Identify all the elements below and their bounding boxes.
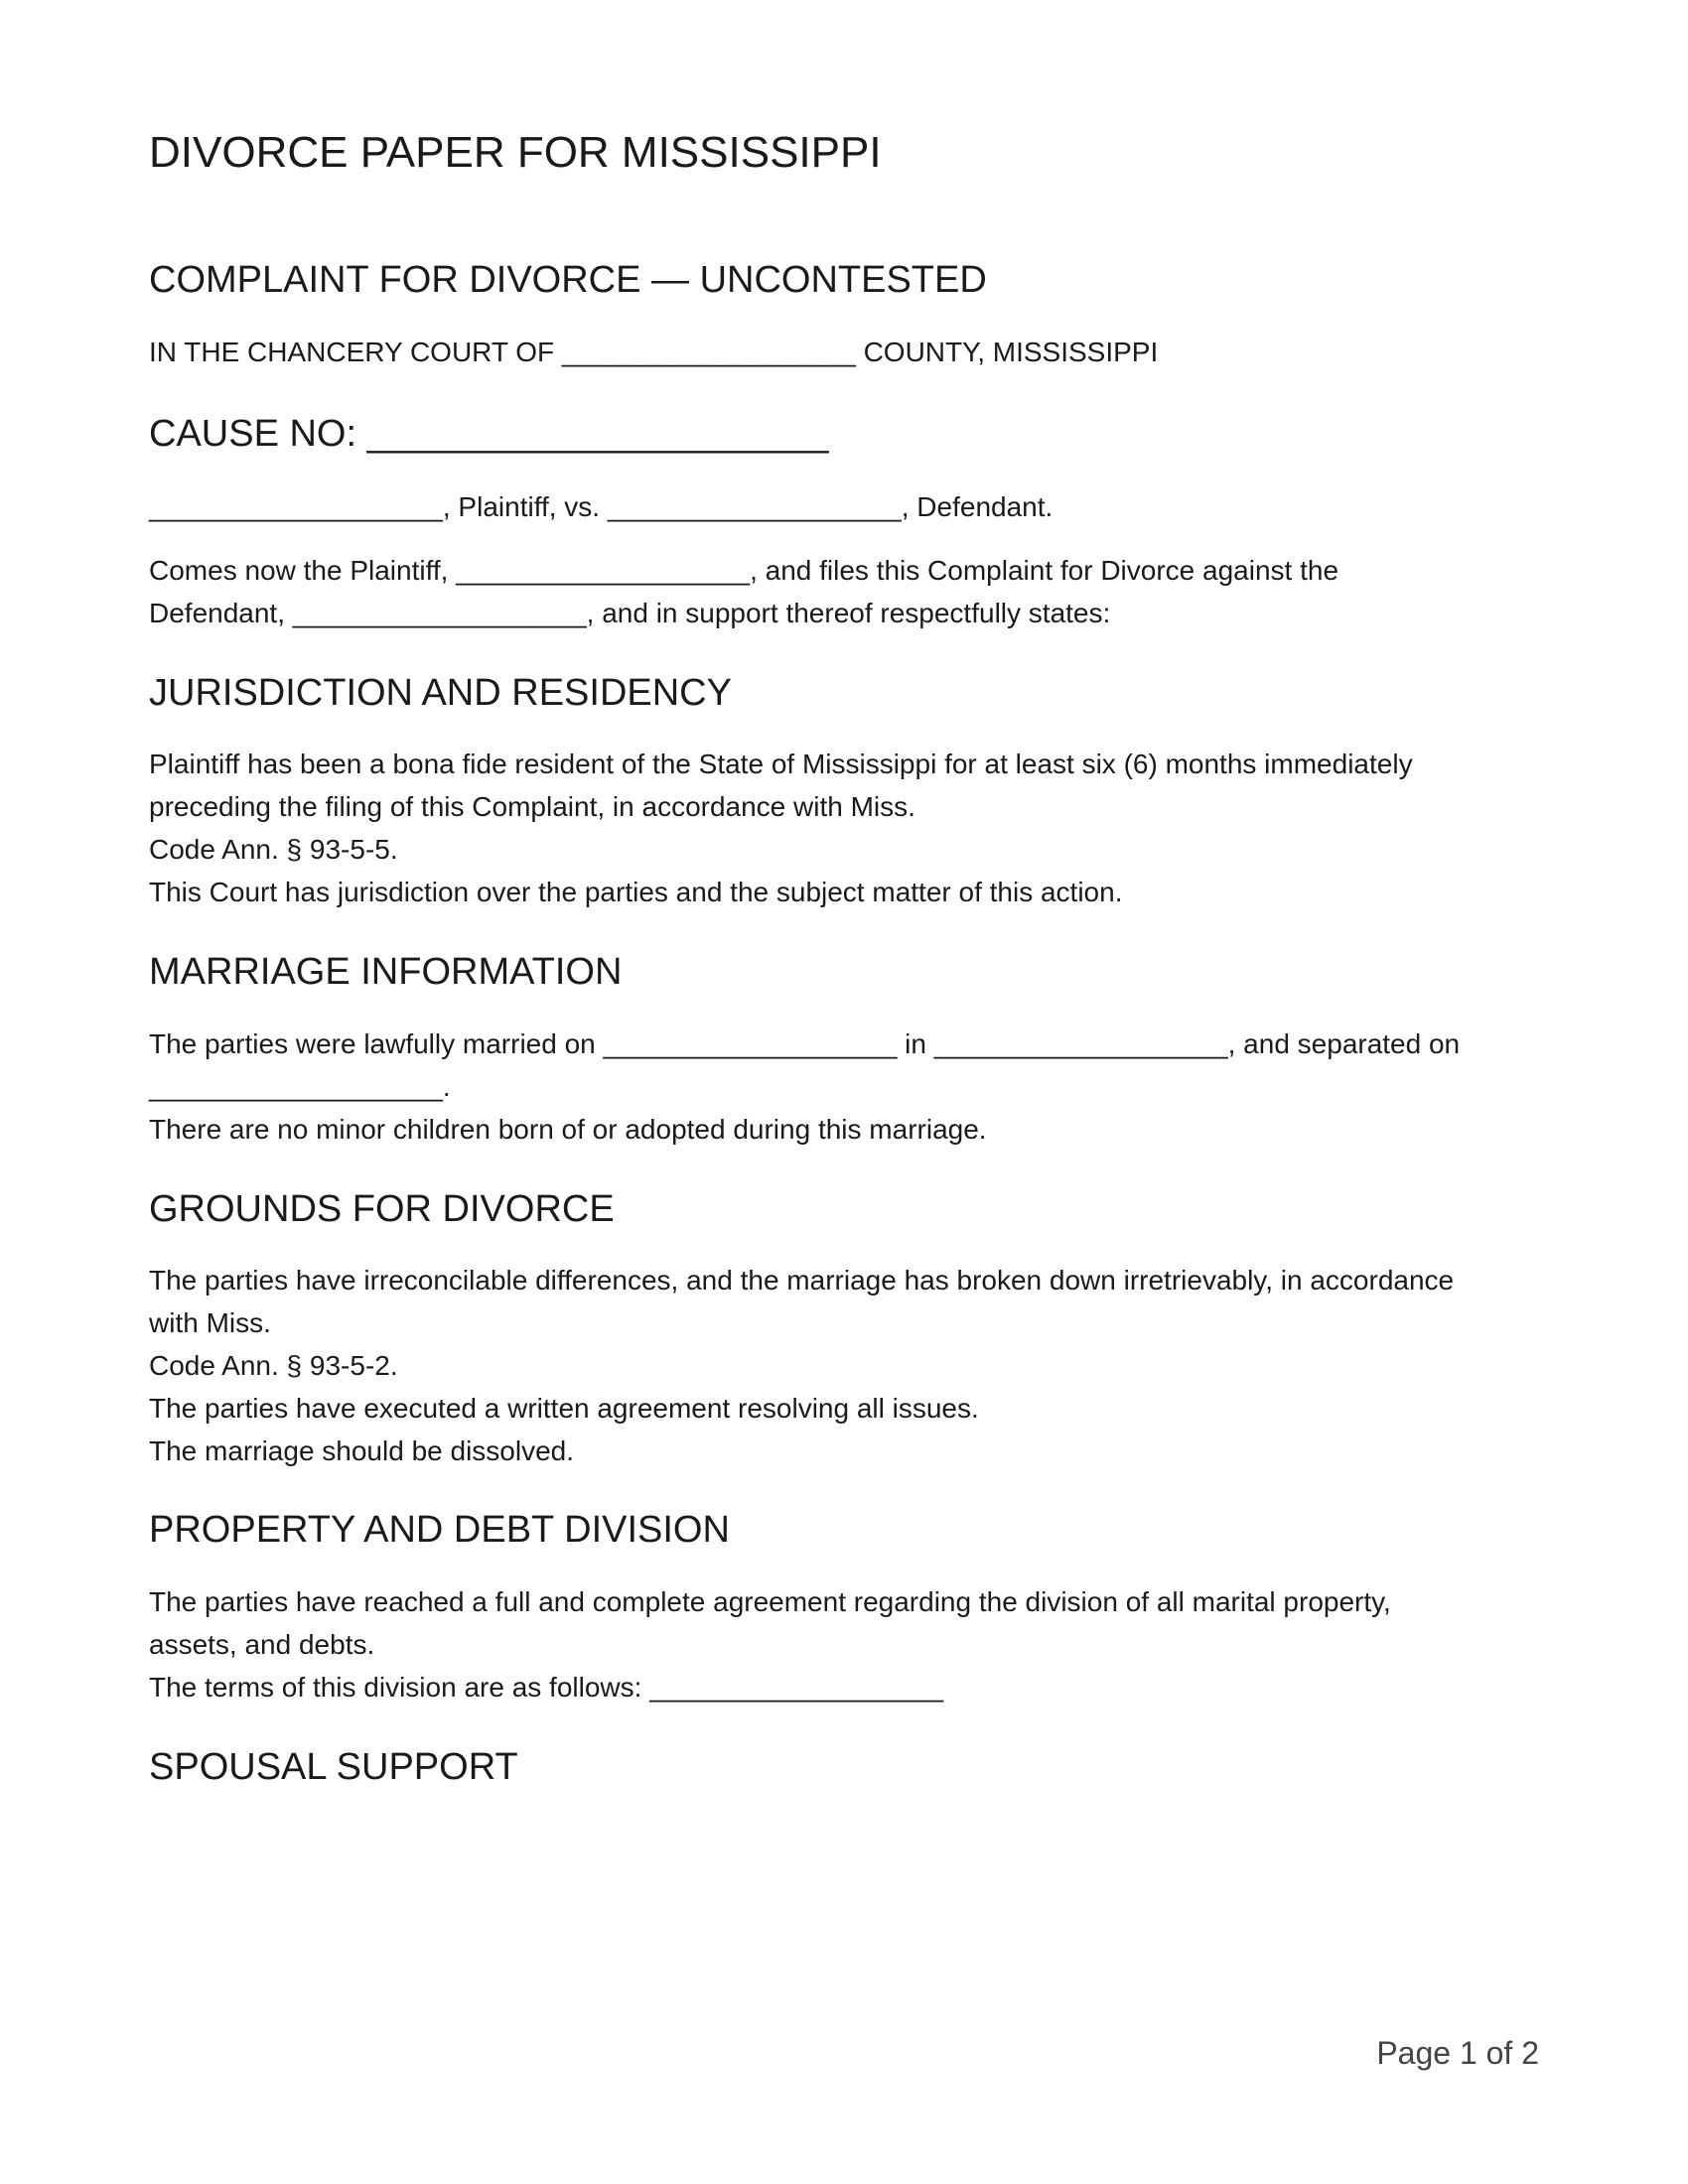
paragraph-line: The parties have reached a full and complete agreement regarding the division of all marital property, bbox=[149, 1586, 1391, 1617]
grounds-paragraph bbox=[149, 1259, 1539, 1472]
paragraph-line: The parties have irreconcilable differences, and the marriage has broken down irretrievably, in accordance bbox=[149, 1265, 1455, 1296]
property-heading: PROPERTY AND DEBT DIVISION bbox=[149, 1509, 730, 1551]
paragraph-line: with Miss. bbox=[149, 1307, 271, 1338]
parties-line bbox=[149, 485, 1539, 528]
jurisdiction-paragraph bbox=[149, 743, 1539, 913]
property-paragraph bbox=[149, 1580, 1539, 1708]
paragraph-line: There are no minor children born of or adopted during this marriage. bbox=[149, 1114, 987, 1145]
paragraph-line: The marriage should be dissolved. bbox=[149, 1435, 575, 1466]
page-number: Page 1 of 2 bbox=[1376, 2035, 1539, 2071]
court-line-text: IN THE CHANCERY COURT OF ___________________ COUNTY, MISSISSIPPI bbox=[149, 337, 1159, 367]
paragraph-line: The parties were lawfully married on ___________________ in ___________________, and separated on bbox=[149, 1028, 1461, 1059]
paragraph-line: ___________________. bbox=[149, 1071, 451, 1102]
paragraph-line: Code Ann. § 93-5-2. bbox=[149, 1350, 398, 1381]
grounds-heading: GROUNDS FOR DIVORCE bbox=[149, 1188, 615, 1230]
paragraph-line: preceding the filing of this Complaint, in accordance with Miss. bbox=[149, 791, 915, 822]
parties-line-text: ___________________, Plaintiff, vs. ___________________, Defendant. bbox=[149, 491, 1054, 522]
intro-line: Defendant, ___________________, and in support thereof respectfully states: bbox=[149, 598, 1111, 628]
paragraph-line: This Court has jurisdiction over the parties and the subject matter of this action. bbox=[149, 877, 1123, 907]
marriage-heading: MARRIAGE INFORMATION bbox=[149, 951, 623, 993]
complaint-heading: COMPLAINT FOR DIVORCE — UNCONTESTED bbox=[149, 259, 987, 301]
intro-line: Comes now the Plaintiff, ___________________, and files this Complaint for Divorce against the bbox=[149, 555, 1339, 586]
paragraph-line: Code Ann. § 93-5-5. bbox=[149, 834, 398, 865]
cause-number: CAUSE NO: ______________________ bbox=[149, 413, 829, 455]
spousal-support-heading: SPOUSAL SUPPORT bbox=[149, 1746, 518, 1788]
paragraph-line: assets, and debts. bbox=[149, 1629, 375, 1660]
marriage-paragraph bbox=[149, 1023, 1539, 1151]
paragraph-line: Plaintiff has been a bona fide resident of the State of Mississippi for at least six (6) months immediately bbox=[149, 749, 1413, 779]
document-title: DIVORCE PAPER FOR MISSISSIPPI bbox=[149, 128, 882, 177]
paragraph-line: The parties have executed a written agreement resolving all issues. bbox=[149, 1393, 979, 1424]
jurisdiction-heading: JURISDICTION AND RESIDENCY bbox=[149, 672, 732, 714]
paragraph-line: The terms of this division are as follows: ___________________ bbox=[149, 1672, 944, 1703]
intro-paragraph bbox=[149, 549, 1539, 634]
court-line bbox=[149, 331, 1539, 373]
